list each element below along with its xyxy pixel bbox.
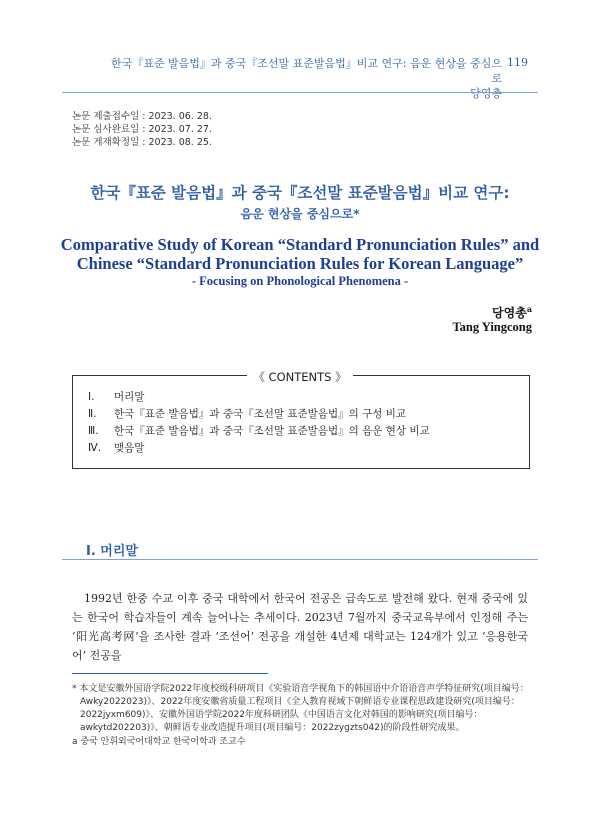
korean-title: 한국『표준 발음법』과 중국『조선말 표준발음법』비교 연구: [90, 184, 510, 202]
date-accepted: 논문 게재확정일 : 2023. 08. 25. [72, 137, 212, 148]
page-number: 119 [507, 56, 528, 69]
submission-dates [72, 110, 212, 149]
section-rule [62, 559, 538, 560]
english-title-line2: Chinese “Standard Pronunciation Rules for Korean Language” [76, 254, 524, 273]
author-affiliation-mark: a [526, 304, 532, 314]
running-title: 한국『표준 발음법』과 중국『조선말 표준발음법』비교 연구: 음운 현상을 중심으로 [111, 57, 502, 85]
toc-item[interactable] [88, 423, 430, 440]
body-paragraph: 1992년 한중 수교 이후 중국 대학에서 한국어 전공은 급속도로 발전해 왔다. 현재 중국에 있는 한국어 학습자들이 계속 늘어나는 추세이다. 2023년 7월까지 중국교육부에서 인정해 주는 ‘阳光高考网’을 조사한 결과 ‘조선어’ 전공을 개설한 4년제 대학교는 124개가 있고 ‘응용한국어’ 전공을 [72, 592, 528, 662]
english-title-line1: Comparative Study of Korean “Standard Pronunciation Rules” and [60, 235, 540, 254]
toc-item-number: Ⅰ. [88, 391, 95, 403]
footnote-funding: * 本文是安徽外国语学院2022年度校级科研项目《实验语音学视角下的韩国语中介语语音声学特征研究(项目编号：Awky2022023)》、2022年度安徽省质量工程项目《全人教育视域下朝鲜语专业课程思政建设研究(项目编号：2022jyxm609)》、安徽外国语学院2022年度科研团队《中国语言文化对韩国的影响研究(项目编号：awkytd202203)》、朝鲜语专业改造提升项目(项目编号：2022zygzts042)的阶段性研究成果。 [72, 684, 529, 733]
toc-item-number: Ⅲ. [88, 425, 99, 437]
toc-item[interactable] [88, 389, 430, 406]
author-english: Tang Yingcong [452, 320, 532, 334]
running-header [102, 56, 502, 101]
footnote-rule [72, 673, 268, 674]
date-submitted: 논문 제출접수일 : 2023. 06. 28. [72, 111, 212, 122]
english-title [0, 235, 600, 273]
toc-item[interactable] [88, 440, 430, 457]
toc-item-text: 한국『표준 발음법』과 중국『조선말 표준발음법』의 구성 비교 [114, 408, 406, 420]
author-korean-name: 당영총 [492, 306, 527, 320]
toc-item-text: 한국『표준 발음법』과 중국『조선말 표준발음법』의 음운 현상 비교 [114, 425, 430, 437]
toc-item[interactable] [88, 406, 430, 423]
date-reviewed: 논문 심사완료일 : 2023. 07. 27. [72, 124, 212, 135]
toc-item-number: Ⅳ. [88, 442, 102, 454]
toc-item-text: 맺음말 [114, 442, 145, 454]
contents-label-wrap [0, 366, 600, 385]
footnotes [72, 683, 532, 750]
contents-label: 《 CONTENTS 》 [247, 370, 352, 384]
table-of-contents [88, 389, 430, 457]
footnote-affiliation: a 중국 안휘외국어대학교 한국어학과 조교수 [72, 737, 246, 747]
english-subtitle: - Focusing on Phonological Phenomena - [191, 274, 409, 288]
section-heading: Ⅰ. 머리말 [86, 544, 138, 559]
korean-subtitle: 음운 현상을 중심으로* [240, 207, 360, 221]
header-rule [62, 92, 538, 93]
toc-item-text: 머리말 [114, 391, 145, 403]
running-author: 당영총 [470, 87, 502, 100]
toc-item-number: Ⅱ. [88, 408, 97, 420]
author-korean [492, 304, 532, 321]
